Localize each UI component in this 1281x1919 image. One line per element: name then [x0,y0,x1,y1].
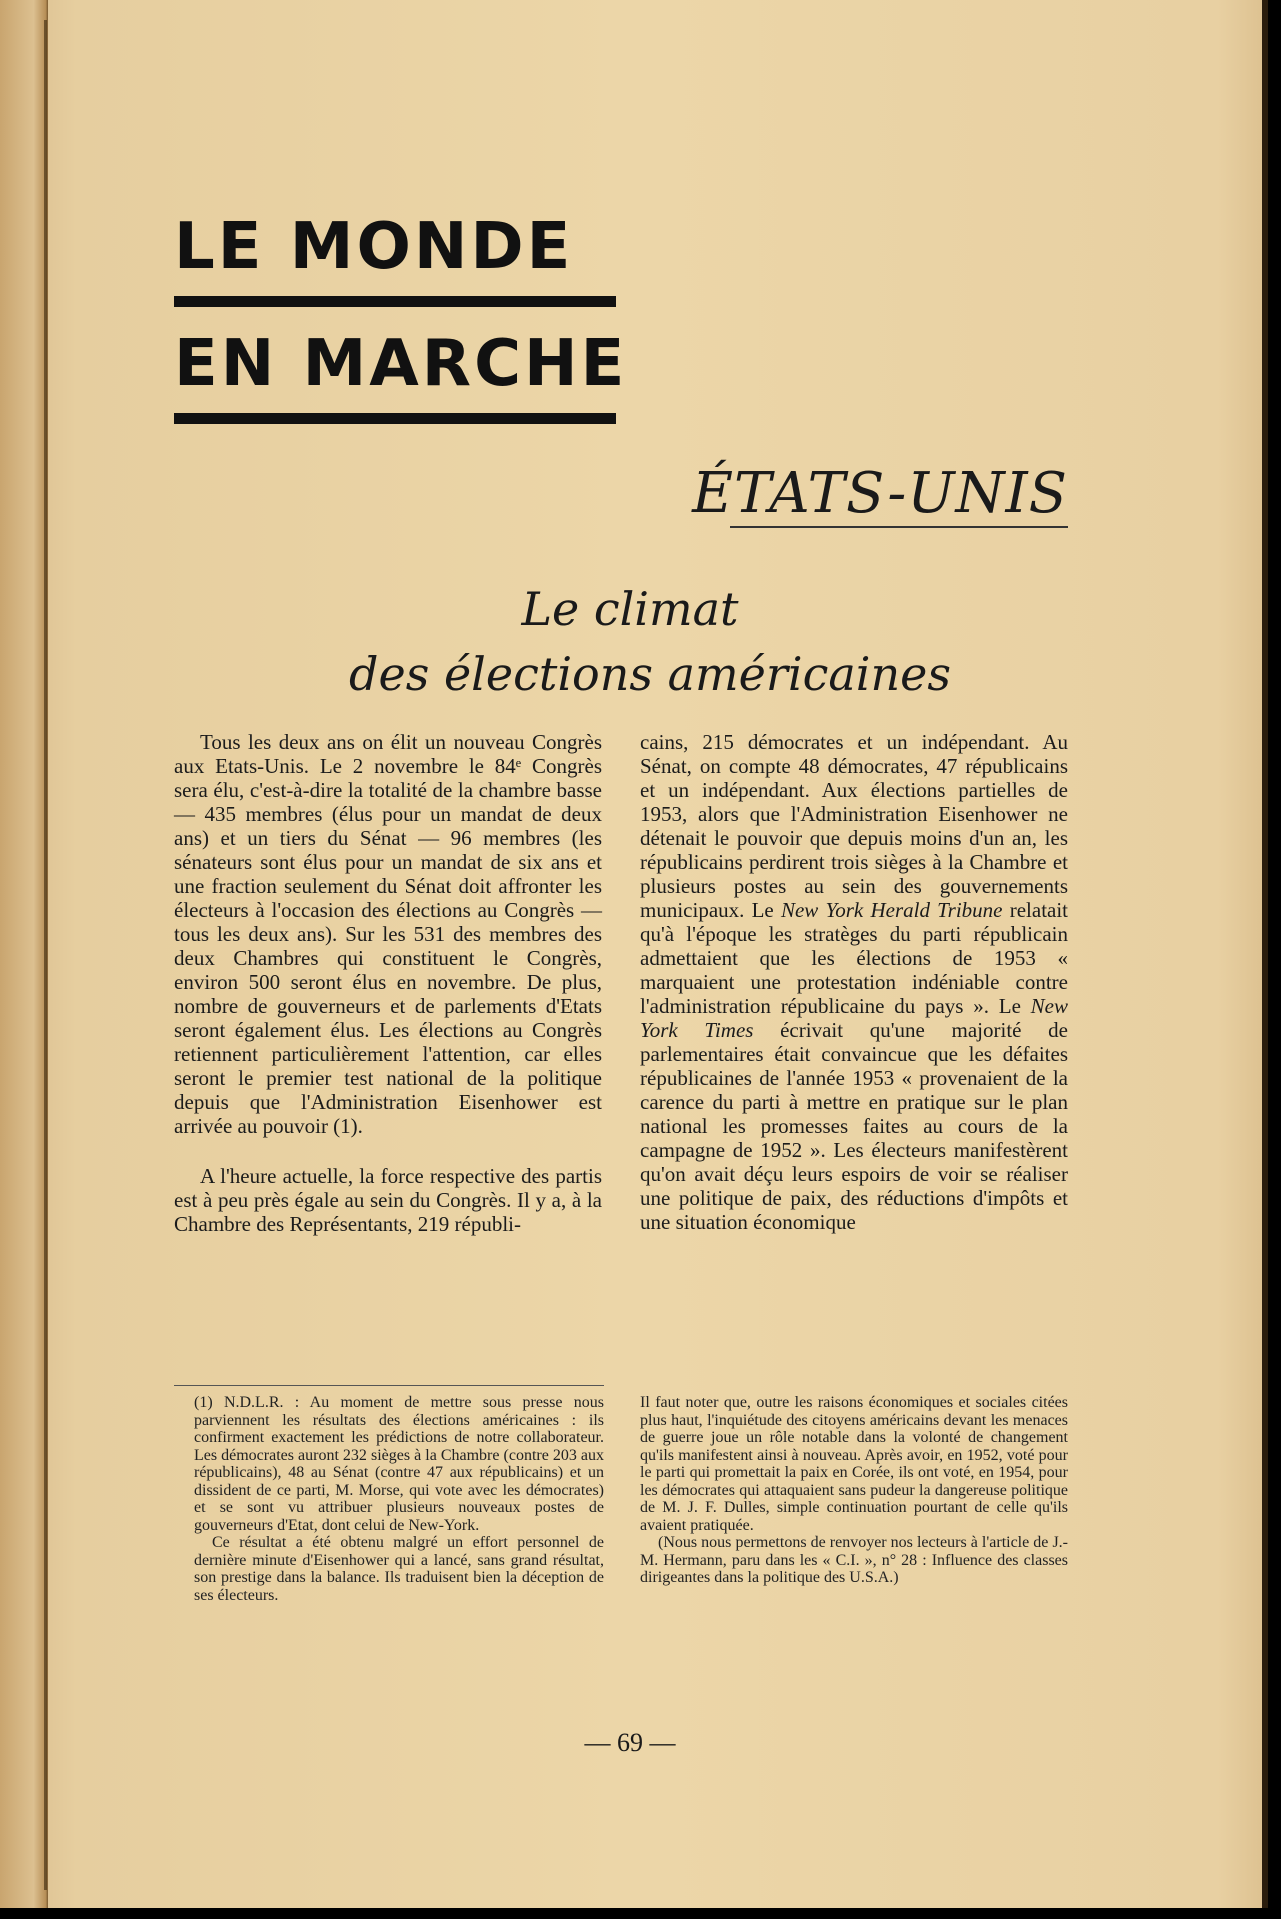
article-title-line-2: des élections américaines [349,647,951,701]
footnote: Ce résultat a été obtenu malgré un effort personnel de dernière minute d'Eisenhower qui a lancé, sans grand résultat, son prestige dans la balance. Ils traduisent bien la déception de ses électeurs. [194,1534,604,1604]
article-column-left [174,730,602,1262]
text-run: écrivait qu'une majorité de parlementaires était convaincue que les défaites républicaines de l'année 1953 « provenaient de la carence du parti à mettre en pratique sur le plan national les promesses faites au cours de la campagne de 1952 ». Les électeurs manifestèrent qu'on avait déçu leurs espoirs de voir se réaliser une politique de paix, des réductions d'impôts et une situation économique [640,1018,1068,1234]
text-run: cains, 215 démocrates et un indépendant. Au Sénat, on compte 48 démocrates, 47 républicains et un indépendant. Aux élections partielles de 1953, alors que l'Administration Eisenhower ne détenait le pouvoir que depuis moins d'un an, les républicains perdirent trois sièges à la Chambre et plusieurs postes au sein des gouvernements municipaux. Le [640,730,1068,922]
page-edge [1262,0,1268,1908]
footnote-column-right [640,1394,1068,1587]
footnote: Il faut noter que, outre les raisons économiques et sociales citées plus haut, l'inquiétude des citoyens américains devant les menaces de guerre joue un rôle notable dans la volonté de changement qu'ils manifestent ainsi à nouveau. Après avoir, en 1952, voté pour le parti qui promettait la paix en Corée, ils ont voté, en 1954, pour les démocrates qui attaquaient sans pudeur la dangereuse politique de M. J. F. Dulles, simple continuation pourtant de celle qu'ils avaient pratiquée. [640,1394,1068,1534]
paragraph [640,730,1068,1234]
page-number: — 69 — [584,1728,676,1757]
text-run: relatait qu'à l'époque les stratèges du parti républicain admettaient que les élections de 1953 « marquaient une protestation indéniable contre l'administration républicaine du pays ». Le [640,898,1069,1018]
binding-edge [44,20,47,1890]
masthead-line-2: EN MARCHE [174,327,628,401]
article-title-line-1: Le climat [521,582,739,636]
masthead [174,210,628,446]
paragraph: Tous les deux ans on élit un nouveau Congrès aux Etats-Unis. Le 2 novembre le 84ᵉ Congrès sera élu, c'est-à-dire la totalité de la chambre basse — 435 membres (élus pour un mandat de deux ans) et un tiers du Sénat — 96 membres (les sénateurs sont élus pour un mandat de six ans et une fraction seulement du Sénat doit affronter les électeurs à l'occasion des élections au Congrès — tous les deux ans). Sur les 531 des membres des deux Chambres qui constituent le Congrès, environ 500 seront élus en novembre. De plus, nombre de gouverneurs et de parlements d'Etats seront également élus. Les élections au Congrès retiennent particulièrement l'attention, car elles seront le premier test national de la politique depuis que l'Administration Eisenhower est arrivée au pouvoir (1). [174,730,602,1138]
binding-gutter [0,0,48,1908]
masthead-rule [174,296,616,307]
footnote: (1) N.D.L.R. : Au moment de mettre sous presse nous parviennent les résultats des élections américaines : ils confirment exactement les prédictions de notre collaborateur. Les démocrates auront 232 sièges à la Chambre (contre 203 aux républicains), 48 au Sénat (contre 47 aux républicains) et un dissident de ce parti, M. Morse, qui vote avec les démocrates) et se sont vu attribuer plusieurs nouveaux postes de gouverneurs d'Etat, dont celui de New-York. [194,1394,604,1534]
masthead-line-1: LE MONDE [174,210,574,284]
section-rule [730,526,1068,528]
article-column-right [640,730,1068,1234]
section-heading: ÉTATS-UNIS [692,461,1068,526]
newspaper-name: New York Herald Tribune [780,898,1003,922]
footnote-column-left [194,1394,604,1604]
masthead-rule [174,413,616,424]
footnote-rule [174,1385,604,1386]
newspaper-name: New York Times [640,994,1068,1042]
paragraph: A l'heure actuelle, la force respective des partis est à peu près égale au sein du Congrès. Il y a, à la Chambre des Représentants, 219 républi- [174,1164,602,1236]
footnote: (Nous nous permettons de renvoyer nos lecteurs à l'article de J.-M. Hermann, paru dans les « C.I. », n° 28 : Influence des classes dirigeantes dans la politique des U.S.A.) [640,1534,1068,1586]
